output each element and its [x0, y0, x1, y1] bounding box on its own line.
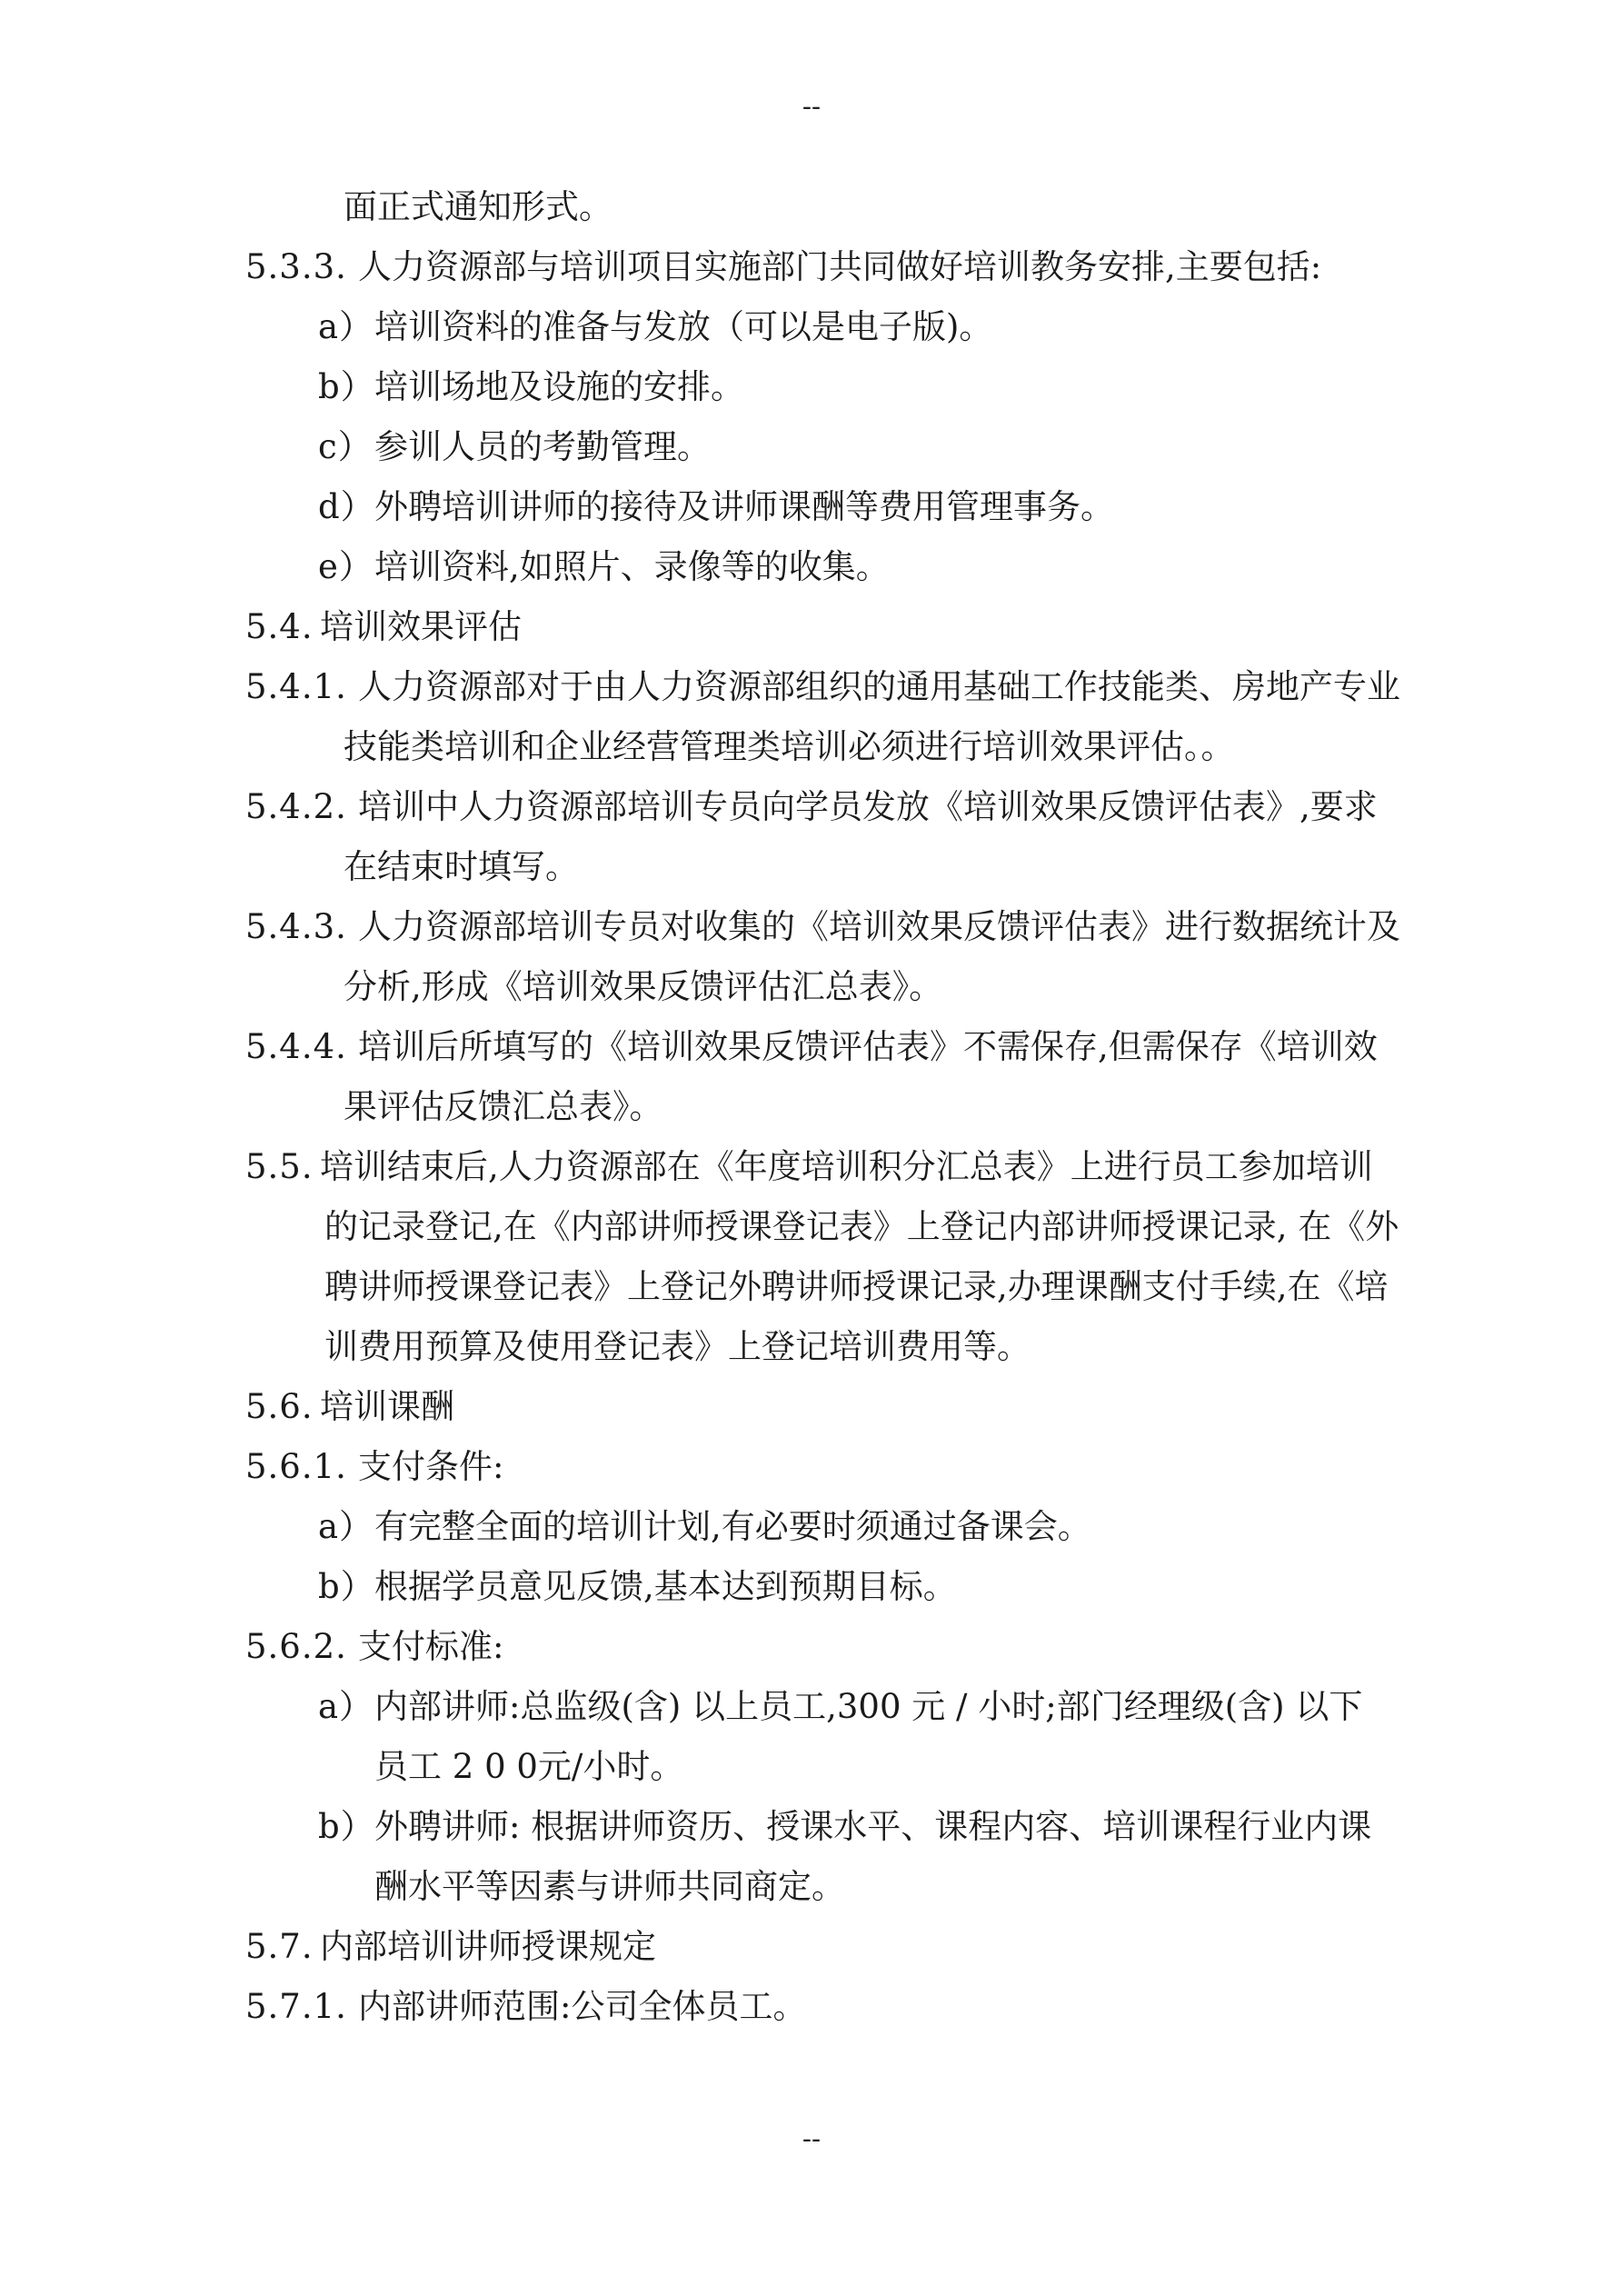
clause-text: 在结束时填写。 [344, 847, 579, 886]
clause-number: 5.4.1. [245, 667, 347, 706]
clause-text: 培训中人力资源部培训专员向学员发放《培训效果反馈评估表》,要求 [358, 787, 1378, 826]
clause-text: 人力资源部与培训项目实施部门共同做好培训教务安排,主要包括: [358, 247, 1322, 286]
document-line [245, 897, 1400, 957]
clause-text: 参训人员的考勤管理。 [374, 427, 711, 466]
clause-number: 5.6.2. [245, 1627, 347, 1666]
document-line [245, 657, 1400, 717]
document-line [245, 1437, 1381, 1497]
clause-text: 面正式通知形式。 [344, 187, 612, 226]
clause-number: 5.5. [245, 1147, 314, 1186]
clause-number: 5.4.2. [245, 787, 347, 826]
document-line [245, 1797, 1381, 1857]
clause-text: 外聘讲师: 根据讲师资历、授课水平、课程内容、培训课程行业内课 [374, 1807, 1372, 1846]
clause-text: 技能类培训和企业经营管理类培训必须进行培训效果评估。。 [344, 727, 1235, 766]
document-line [245, 1317, 1381, 1377]
clause-text: 支付标准: [358, 1627, 504, 1666]
clause-text: 培训后所填写的《培训效果反馈评估表》不需保存,但需保存《培训效 [358, 1027, 1378, 1066]
document-line [245, 477, 1381, 537]
document-line [245, 1617, 1381, 1677]
document-line [245, 1677, 1381, 1737]
clause-text: 果评估反馈汇总表》。 [344, 1087, 663, 1126]
page-footer-marker: -- [802, 2123, 821, 2155]
clause-number: 5.4. [245, 607, 314, 646]
clause-number: 5.6.1. [245, 1447, 347, 1486]
document-line [245, 357, 1381, 417]
clause-number: a） [318, 1507, 374, 1546]
clause-text: 人力资源部对于由人力资源部组织的通用基础工作技能类、房地产专业 [358, 667, 1400, 706]
clause-text: 培训课酬 [320, 1387, 454, 1426]
document-line [245, 837, 1381, 897]
clause-number: b） [318, 1807, 375, 1846]
clause-text: 培训结束后,人力资源部在《年度培训积分汇总表》上进行员工参加培训 [320, 1147, 1373, 1186]
document-line [245, 1977, 1381, 2037]
document-line [245, 1497, 1381, 1557]
document-line [245, 1737, 1381, 1797]
document-line [245, 1077, 1381, 1137]
clause-text: 内部讲师范围:公司全体员工。 [358, 1987, 807, 2026]
clause-text: 培训效果评估 [320, 607, 522, 646]
clause-number: 5.7.1. [245, 1987, 347, 2026]
document-line [245, 297, 1381, 357]
document-line [245, 717, 1381, 777]
clause-text: 根据学员意见反馈,基本达到预期目标。 [374, 1567, 957, 1606]
clause-number: d） [318, 487, 375, 526]
clause-number: 5.7. [245, 1927, 314, 1966]
clause-text: 分析,形成《培训效果反馈评估汇总表》。 [344, 967, 943, 1006]
clause-text: 培训场地及设施的安排。 [374, 367, 744, 406]
document-line [245, 1197, 1399, 1257]
clause-text: 支付条件: [358, 1447, 504, 1486]
clause-text: 人力资源部培训专员对收集的《培训效果反馈评估表》进行数据统计及 [358, 907, 1400, 946]
document-line [245, 1017, 1381, 1077]
clause-text: 有完整全面的培训计划,有必要时须通过备课会。 [374, 1507, 1091, 1546]
document-line [245, 1137, 1381, 1197]
clause-text: 内部讲师:总监级(含) 以上员工,300 元 / 小时;部门经理级(含) 以下 [374, 1687, 1363, 1726]
clause-number: 5.4.3. [245, 907, 347, 946]
document-line [245, 1917, 1381, 1977]
document-line [245, 957, 1381, 1017]
clause-text: 培训资料,如照片、录像等的收集。 [374, 547, 890, 586]
document-line [245, 1557, 1381, 1617]
document-line [245, 1857, 1381, 1917]
clause-text: 聘讲师授课登记表》上登记外聘讲师授课记录,办理课酬支付手续,在《培 [324, 1267, 1389, 1306]
clause-number: 5.3.3. [245, 247, 347, 286]
document-line [245, 237, 1381, 297]
clause-text: 员工 2 0 0元/小时。 [374, 1747, 684, 1786]
clause-number: b） [318, 1567, 375, 1606]
clause-text: 外聘培训讲师的接待及讲师课酬等费用管理事务。 [374, 487, 1114, 526]
clause-text: 的记录登记,在《内部讲师授课登记表》上登记内部讲师授课记录, 在《外 [324, 1207, 1399, 1246]
clause-text: 酬水平等因素与讲师共同商定。 [374, 1867, 845, 1906]
document-line [245, 597, 1381, 657]
clause-text: 训费用预算及使用登记表》上登记培训费用等。 [324, 1327, 1031, 1366]
clause-number: c） [318, 427, 373, 466]
document-line [245, 1377, 1381, 1437]
document-line [245, 417, 1381, 477]
clause-number: a） [318, 1687, 374, 1726]
clause-number: 5.4.4. [245, 1027, 347, 1066]
document-body [245, 177, 1400, 2037]
document-line [245, 1257, 1389, 1317]
document-line [245, 777, 1381, 837]
page-header-marker: -- [802, 91, 821, 123]
clause-text: 培训资料的准备与发放（可以是电子版)。 [374, 307, 993, 346]
clause-number: e） [318, 547, 373, 586]
clause-number: b） [318, 367, 375, 406]
clause-text: 内部培训讲师授课规定 [320, 1927, 656, 1966]
clause-number: 5.6. [245, 1387, 314, 1426]
document-line [245, 537, 1381, 597]
document-line [245, 177, 1381, 237]
clause-number: a） [318, 307, 374, 346]
